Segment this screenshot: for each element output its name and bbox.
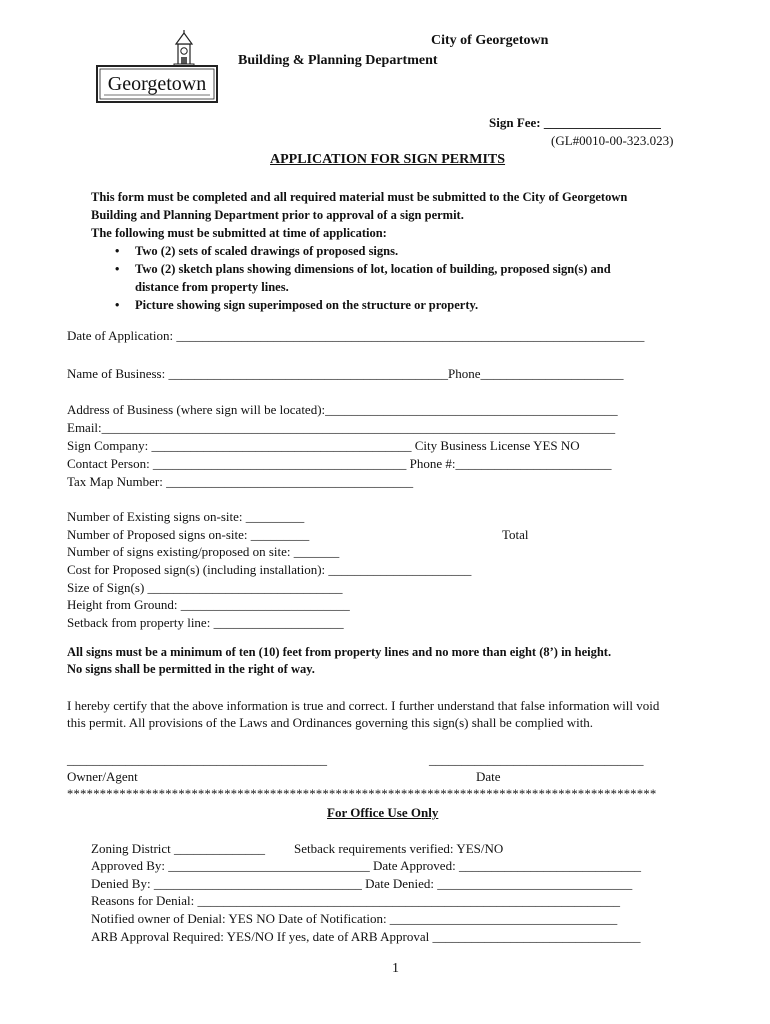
denied-by-field[interactable]: Denied By: ________________________________ Date Denied: ______________________________ bbox=[91, 876, 633, 891]
list-item: • Two (2) sets of scaled drawings of proposed signs. bbox=[115, 244, 399, 258]
department-name: Building & Planning Department bbox=[238, 53, 438, 68]
rules-line: All signs must be a minimum of ten (10) feet from property lines and no more than eight (8’) in height. bbox=[67, 645, 612, 659]
list-item: • Picture showing sign superimposed on the structure or property. bbox=[115, 298, 479, 312]
list-item-continuation: distance from property lines. bbox=[135, 280, 289, 294]
bullet-icon: • bbox=[115, 244, 120, 258]
zoning-district-field[interactable]: Zoning District ______________ bbox=[91, 841, 266, 856]
address-of-business-field[interactable]: Address of Business (where sign will be located):_____________________________________________ bbox=[67, 402, 618, 417]
contact-person-field[interactable]: Contact Person: _______________________________________ Phone #:________________________ bbox=[67, 456, 612, 471]
bullet-icon: • bbox=[115, 298, 120, 312]
total-label: Total bbox=[502, 527, 529, 542]
approved-by-field[interactable]: Approved By: _______________________________ Date Approved: ____________________________ bbox=[91, 858, 641, 873]
sign-company-field[interactable]: Sign Company: ________________________________________ City Business License YES NO bbox=[67, 438, 580, 453]
separator-line: ****************************************************************************************** bbox=[67, 787, 657, 801]
instructions-block bbox=[91, 188, 627, 314]
sign-fee-field[interactable]: Sign Fee: __________________ bbox=[489, 115, 661, 130]
certification-line: this permit. All provisions of the Laws and Ordinances governing this sign(s) shall be complied with. bbox=[67, 715, 594, 730]
certification-line: I hereby certify that the above information is true and correct. I further understand that false information will void bbox=[67, 698, 660, 713]
setback-field[interactable]: Setback from property line: ____________________ bbox=[67, 615, 344, 630]
owner-agent-label: Owner/Agent bbox=[67, 769, 138, 784]
office-use-heading: For Office Use Only bbox=[327, 805, 439, 820]
size-of-signs-field[interactable]: Size of Sign(s) ______________________________ bbox=[67, 580, 343, 595]
logo-text: Georgetown bbox=[107, 73, 207, 95]
email-field[interactable]: Email:_______________________________________________________________________________ bbox=[67, 420, 616, 435]
rules-line: No signs shall be permitted in the right of way. bbox=[67, 662, 315, 676]
existing-proposed-signs-field[interactable]: Number of signs existing/proposed on site: _______ bbox=[67, 544, 340, 559]
height-from-ground-field[interactable]: Height from Ground: __________________________ bbox=[67, 597, 350, 612]
notified-owner-field[interactable]: Notified owner of Denial: YES NO Date of Notification: ___________________________________ bbox=[91, 911, 618, 926]
signature-date-field[interactable]: _________________________________ bbox=[429, 752, 644, 767]
tax-map-number-field[interactable]: Tax Map Number: ______________________________________ bbox=[67, 474, 414, 489]
list-item: • Two (2) sketch plans showing dimensions of lot, location of building, proposed sign(s) and bbox=[115, 262, 611, 276]
instructions-line: This form must be completed and all required material must be submitted to the City of Georgetown bbox=[91, 190, 628, 204]
page-title: APPLICATION FOR SIGN PERMITS bbox=[270, 152, 506, 167]
city-name: City of Georgetown bbox=[431, 33, 549, 48]
setback-verified-field[interactable]: Setback requirements verified: YES/NO bbox=[294, 841, 504, 856]
instructions-line: The following must be submitted at time of application: bbox=[91, 226, 387, 240]
name-of-business-field[interactable]: Name of Business: ___________________________________________Phone______________________ bbox=[67, 366, 624, 381]
bullet-icon: • bbox=[115, 262, 120, 276]
instructions-line: Building and Planning Department prior to approval of a sign permit. bbox=[91, 208, 464, 222]
gl-code: (GL#0010-00-323.023) bbox=[551, 133, 674, 148]
arb-approval-field[interactable]: ARB Approval Required: YES/NO If yes, date of ARB Approval ________________________________ bbox=[91, 929, 641, 944]
cost-field[interactable]: Cost for Proposed sign(s) (including installation): ______________________ bbox=[67, 562, 472, 577]
existing-signs-field[interactable]: Number of Existing signs on-site: _________ bbox=[67, 509, 305, 524]
owner-signature-field[interactable]: ________________________________________ bbox=[67, 752, 327, 767]
proposed-signs-field[interactable]: Number of Proposed signs on-site: _________ bbox=[67, 527, 310, 542]
page-number: 1 bbox=[392, 961, 399, 976]
georgetown-logo bbox=[96, 30, 218, 104]
date-label: Date bbox=[476, 769, 501, 784]
reasons-for-denial-field[interactable]: Reasons for Denial: _________________________________________________________________ bbox=[91, 893, 621, 908]
date-of-application-field[interactable]: Date of Application: ________________________________________________________________________ bbox=[67, 328, 645, 343]
